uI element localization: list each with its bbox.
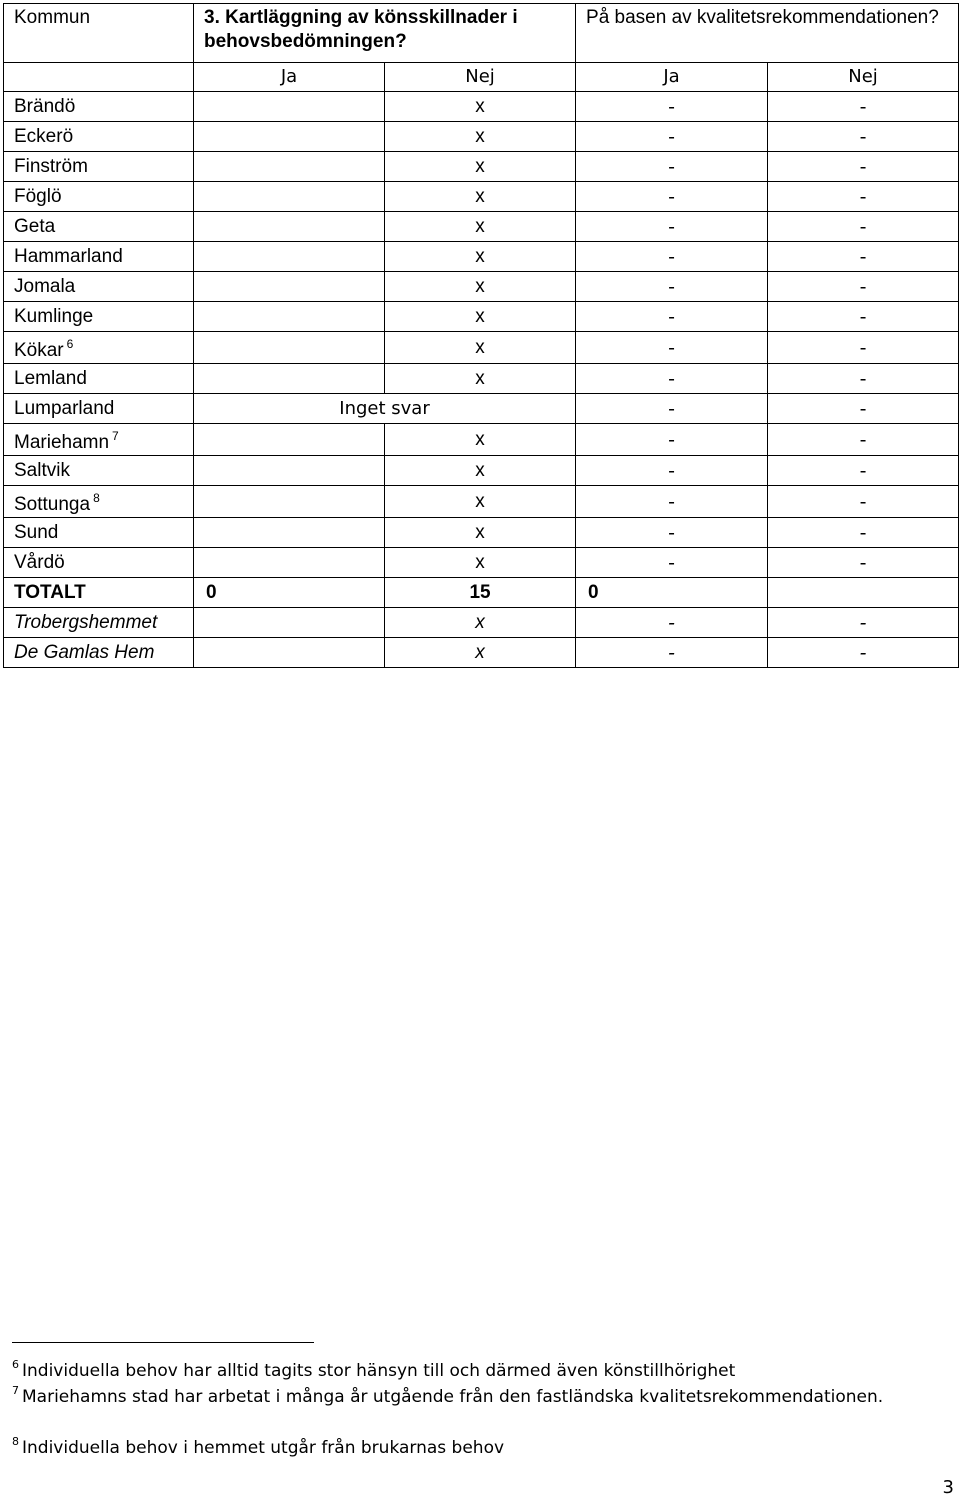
footnote-7-text: Mariehamns stad har arbetat i många år utgående från den fastländska kvalitetsrekommendationen. — [22, 1387, 884, 1407]
q3-nej-cell: x — [385, 456, 576, 486]
kval-ja-cell: - — [576, 638, 768, 668]
municipality-name: Saltvik — [14, 459, 70, 481]
total-q3-nej: 15 — [385, 578, 576, 608]
q3-nej-cell: x — [385, 122, 576, 152]
municipality-cell — [4, 548, 194, 578]
kval-ja-cell: - — [576, 364, 768, 394]
q3-nej-cell: x — [385, 364, 576, 394]
page-number: 3 — [942, 1477, 954, 1498]
survey-table — [3, 3, 959, 668]
kval-ja-cell: - — [576, 242, 768, 272]
q3-ja-cell — [194, 242, 385, 272]
municipality-name: Lemland — [14, 367, 87, 389]
q3-nej-cell: x — [385, 608, 576, 638]
municipality-cell — [4, 212, 194, 242]
table-header-row — [4, 4, 959, 63]
q3-ja-cell — [194, 182, 385, 212]
header-kvalitetsrekommendation: På basen av kvalitetsrekommendationen? — [576, 4, 959, 63]
header-kommun: Kommun — [4, 4, 194, 63]
municipality-cell — [4, 332, 194, 364]
footnote-8-text: Individuella behov i hemmet utgår från brukarnas behov — [22, 1438, 505, 1458]
municipality-cell — [4, 242, 194, 272]
q3-ja-cell — [194, 212, 385, 242]
municipality-name: Vårdö — [14, 551, 65, 573]
kval-nej-cell: - — [768, 302, 959, 332]
kval-nej-cell: - — [768, 518, 959, 548]
kval-nej-cell: - — [768, 242, 959, 272]
no-answer-cell: Inget svar — [194, 394, 576, 424]
q3-nej-cell: x — [385, 272, 576, 302]
municipality-name: Jomala — [14, 275, 76, 297]
municipality-cell — [4, 486, 194, 518]
municipality-name: Sund — [14, 521, 59, 543]
kval-nej-cell: - — [768, 92, 959, 122]
q3-nej-cell: x — [385, 424, 576, 456]
facility-name: De Gamlas Hem — [4, 638, 194, 668]
q3-nej-cell: x — [385, 152, 576, 182]
q3-nej-cell: x — [385, 212, 576, 242]
q3-ja-cell — [194, 486, 385, 518]
q3-ja-cell — [194, 92, 385, 122]
municipality-name: Föglö — [14, 185, 62, 207]
header-question-3: 3. Kartläggning av könsskillnader i behovsbedömningen? — [194, 4, 576, 63]
kval-nej-cell: - — [768, 456, 959, 486]
footnote-7-mark: 7 — [12, 1384, 19, 1397]
kval-ja-cell: - — [576, 518, 768, 548]
q3-nej-cell: x — [385, 242, 576, 272]
table-row — [4, 424, 959, 456]
kval-ja-cell: - — [576, 302, 768, 332]
kval-nej-cell: - — [768, 272, 959, 302]
total-kval-ja: 0 — [576, 578, 768, 608]
kval-ja-cell: - — [576, 424, 768, 456]
municipality-cell — [4, 92, 194, 122]
kval-nej-cell: - — [768, 638, 959, 668]
municipality-cell — [4, 456, 194, 486]
table-row — [4, 242, 959, 272]
kval-ja-cell: - — [576, 182, 768, 212]
total-row — [4, 578, 959, 608]
q3-ja-cell — [194, 456, 385, 486]
table-row — [4, 212, 959, 242]
municipality-name: Lumparland — [14, 397, 115, 419]
total-kval-nej — [768, 578, 959, 608]
q3-nej-cell: x — [385, 548, 576, 578]
q3-ja-cell — [194, 332, 385, 364]
table-subheader-row — [4, 63, 959, 92]
municipality-name: Finström — [14, 155, 88, 177]
kval-ja-cell: - — [576, 548, 768, 578]
footnote-6 — [12, 1354, 735, 1382]
table-row — [4, 394, 959, 424]
q3-ja-cell — [194, 518, 385, 548]
kval-nej-cell: - — [768, 122, 959, 152]
q3-nej-cell: x — [385, 182, 576, 212]
municipality-name: Eckerö — [14, 125, 74, 147]
municipality-name: Hammarland — [14, 245, 123, 267]
subheader-empty — [4, 63, 194, 92]
municipality-cell — [4, 302, 194, 332]
municipality-cell — [4, 518, 194, 548]
municipality-name: Geta — [14, 215, 56, 237]
kval-ja-cell: - — [576, 92, 768, 122]
municipality-cell — [4, 394, 194, 424]
q3-ja-cell — [194, 272, 385, 302]
table-row — [4, 518, 959, 548]
q3-ja-cell — [194, 302, 385, 332]
table-row — [4, 456, 959, 486]
kval-ja-cell: - — [576, 456, 768, 486]
q3-nej-cell: x — [385, 486, 576, 518]
q3-nej-cell: x — [385, 302, 576, 332]
kval-ja-cell: - — [576, 486, 768, 518]
kval-ja-cell: - — [576, 272, 768, 302]
kval-nej-cell: - — [768, 608, 959, 638]
table-row — [4, 122, 959, 152]
q3-ja-cell — [194, 122, 385, 152]
footnote-6-mark: 6 — [12, 1358, 19, 1371]
table-row — [4, 332, 959, 364]
kval-ja-cell: - — [576, 332, 768, 364]
kval-ja-cell: - — [576, 122, 768, 152]
table-row — [4, 548, 959, 578]
subheader-ja-2: Ja — [576, 63, 768, 92]
municipality-name: Kumlinge — [14, 305, 94, 327]
q3-ja-cell — [194, 152, 385, 182]
kval-nej-cell: - — [768, 332, 959, 364]
table-row — [4, 608, 959, 638]
kval-ja-cell: - — [576, 152, 768, 182]
municipality-name: Brändö — [14, 95, 76, 117]
q3-nej-cell: x — [385, 92, 576, 122]
municipality-cell — [4, 364, 194, 394]
subheader-nej-2: Nej — [768, 63, 959, 92]
kval-nej-cell: - — [768, 394, 959, 424]
kval-nej-cell: - — [768, 364, 959, 394]
municipality-name: Mariehamn — [14, 432, 110, 453]
q3-nej-cell: x — [385, 638, 576, 668]
subheader-nej-1: Nej — [385, 63, 576, 92]
kval-ja-cell: - — [576, 394, 768, 424]
footnote-8-mark: 8 — [12, 1435, 19, 1448]
footnote-7 — [12, 1380, 883, 1408]
footnote-reference: 8 — [93, 491, 100, 505]
table-row — [4, 638, 959, 668]
q3-ja-cell — [194, 608, 385, 638]
table-row — [4, 364, 959, 394]
table-row — [4, 152, 959, 182]
table-row — [4, 272, 959, 302]
table-row — [4, 92, 959, 122]
municipality-cell — [4, 152, 194, 182]
kval-nej-cell: - — [768, 548, 959, 578]
municipality-cell — [4, 424, 194, 456]
total-q3-ja: 0 — [194, 578, 385, 608]
kval-nej-cell: - — [768, 182, 959, 212]
table-row — [4, 486, 959, 518]
kval-ja-cell: - — [576, 212, 768, 242]
kval-nej-cell: - — [768, 486, 959, 518]
q3-ja-cell — [194, 638, 385, 668]
kval-nej-cell: - — [768, 212, 959, 242]
kval-nej-cell: - — [768, 424, 959, 456]
q3-ja-cell — [194, 548, 385, 578]
municipality-cell — [4, 272, 194, 302]
q3-nej-cell: x — [385, 332, 576, 364]
kval-nej-cell: - — [768, 152, 959, 182]
subheader-ja-1: Ja — [194, 63, 385, 92]
kval-ja-cell: - — [576, 608, 768, 638]
q3-ja-cell — [194, 424, 385, 456]
municipality-cell — [4, 182, 194, 212]
table-row — [4, 302, 959, 332]
footnote-reference: 6 — [66, 337, 74, 351]
facility-name: Trobergshemmet — [4, 608, 194, 638]
q3-nej-cell: x — [385, 518, 576, 548]
footnote-separator — [12, 1342, 314, 1343]
total-label: TOTALT — [4, 578, 194, 608]
q3-ja-cell — [194, 364, 385, 394]
footnote-reference: 7 — [112, 429, 119, 443]
table-row — [4, 182, 959, 212]
footnote-8 — [12, 1431, 504, 1459]
municipality-name: Sottunga — [14, 494, 91, 515]
municipality-cell — [4, 122, 194, 152]
municipality-name: Kökar — [14, 340, 64, 361]
footnote-6-text: Individuella behov har alltid tagits stor hänsyn till och därmed även könstillhörighet — [22, 1361, 736, 1381]
